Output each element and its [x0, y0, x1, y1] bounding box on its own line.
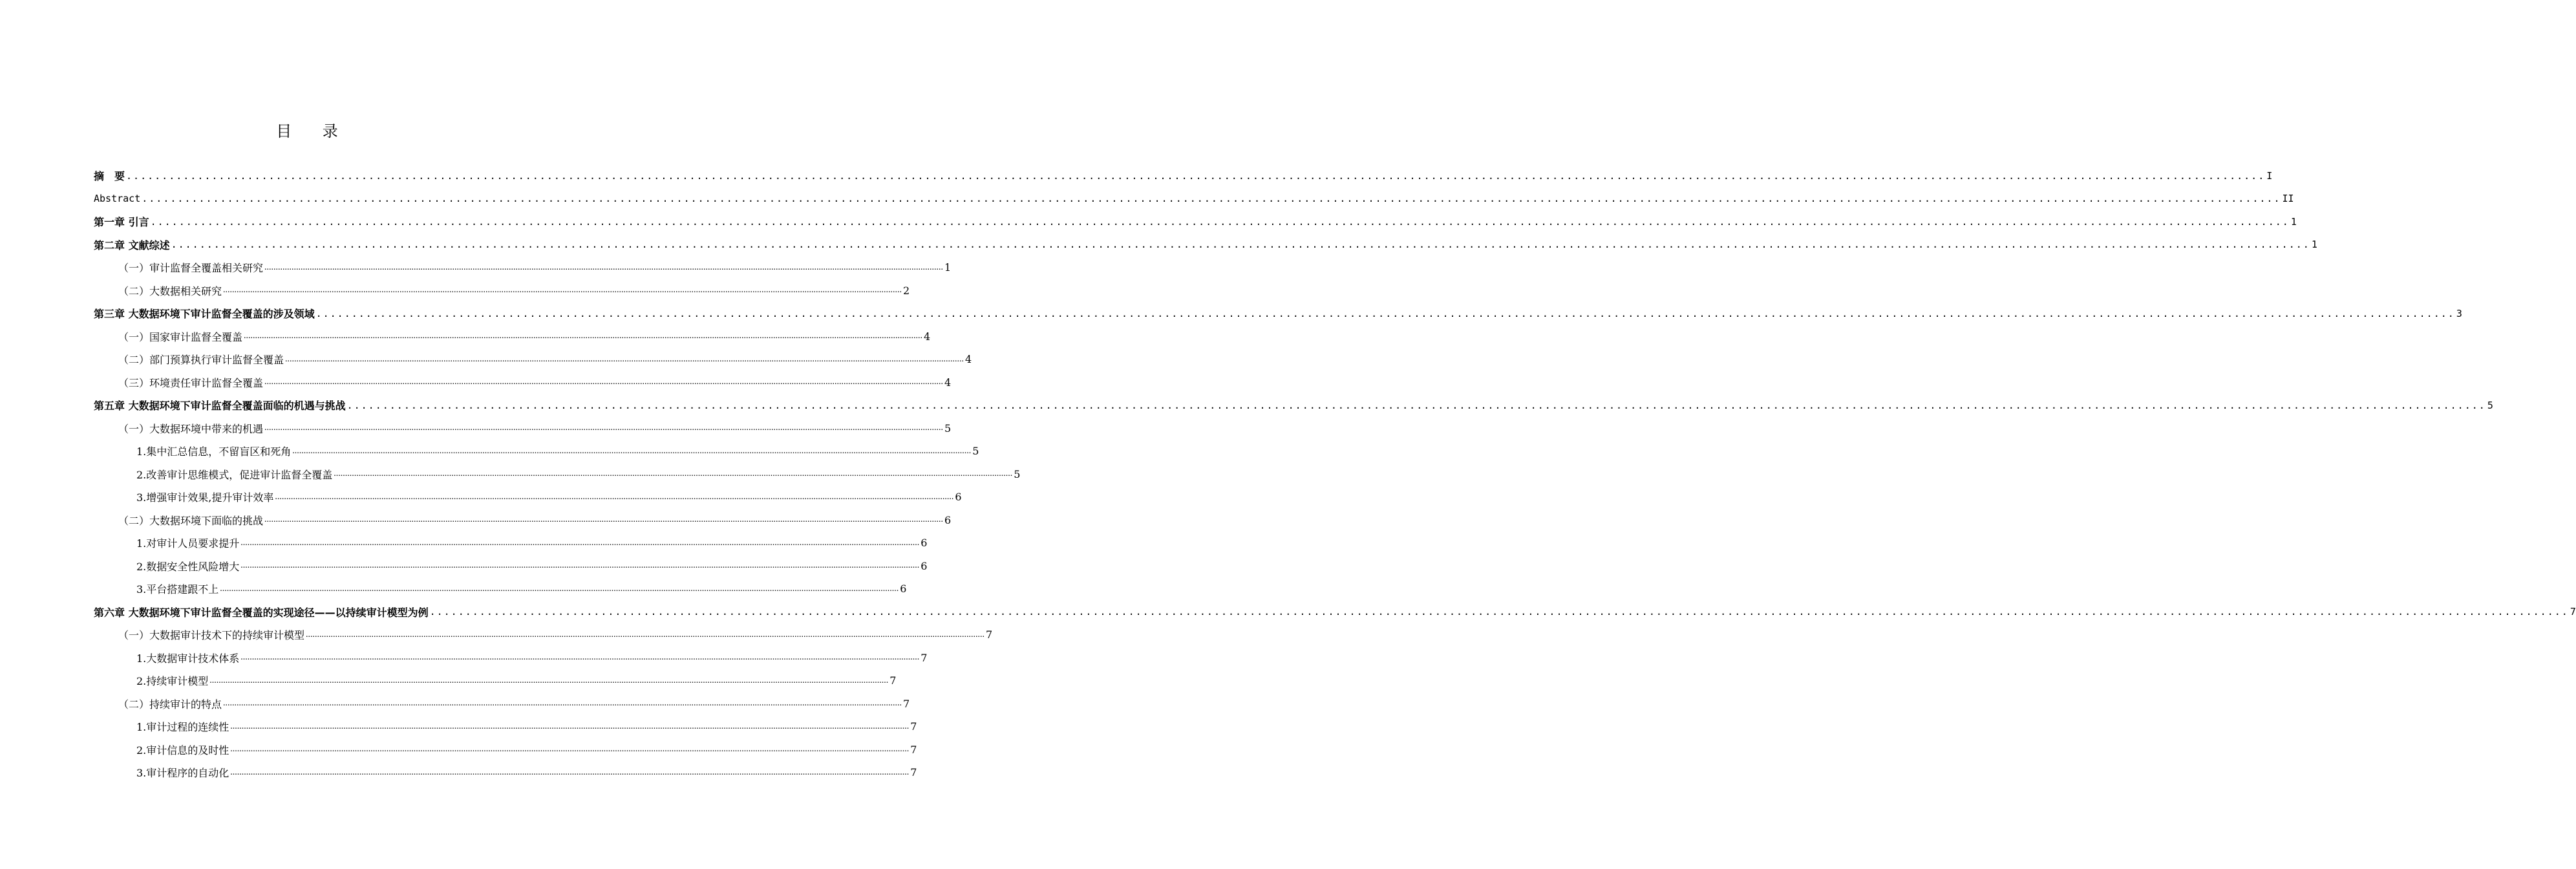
- toc-entry[interactable]: [94, 348, 972, 371]
- toc-page-number: 7: [903, 697, 910, 710]
- toc-page-number: 1: [2311, 239, 2317, 251]
- toc-page-number: 3: [2456, 307, 2462, 319]
- toc-entry-label: 3.审计程序的自动化: [136, 767, 229, 780]
- toc-entry-label: 摘 要: [94, 170, 125, 183]
- toc-entry[interactable]: [94, 577, 907, 601]
- toc-dot-leader: ............................................................................................................................................................................................................................................................................................................: [315, 307, 2455, 319]
- toc-dot-leader: ............................................................................................................................................................................................................................................................................................................: [209, 675, 889, 685]
- toc-dot-leader: ............................................................................................................................................................................................................................................................................................................: [230, 767, 910, 777]
- toc-entry[interactable]: [94, 164, 2273, 188]
- toc-dot-leader: ............................................................................................................................................................................................................................................................................................................: [240, 652, 920, 663]
- toc-entry[interactable]: [94, 210, 2297, 233]
- toc-page-number: 1: [2290, 215, 2297, 228]
- toc-entry-label: 第五章 大数据环境下审计监督全覆盖面临的机遇与挑战: [94, 400, 346, 413]
- toc-entry[interactable]: [94, 417, 952, 440]
- toc-dot-leader: ............................................................................................................................................................................................................................................................................................................: [292, 445, 972, 456]
- toc-page-number: 7: [986, 628, 993, 641]
- toc-dot-leader: ............................................................................................................................................................................................................................................................................................................: [244, 331, 923, 341]
- toc-page-number: 7: [910, 766, 917, 779]
- toc-entry-label: （二）部门预算执行审计监督全覆盖: [118, 354, 284, 367]
- toc-entry[interactable]: [94, 715, 917, 738]
- toc-page-number: 6: [921, 537, 928, 550]
- toc-entry-label: （一）审计监督全覆盖相关研究: [118, 262, 264, 275]
- toc-entry-label: （一）国家审计监督全覆盖: [118, 330, 243, 343]
- toc-entry-label: 1.对审计人员要求提升: [136, 537, 240, 550]
- toc-page-number: 5: [1014, 467, 1021, 480]
- toc-page-number: 4: [965, 353, 972, 366]
- toc-entry-label: 1.集中汇总信息，不留盲区和死角: [136, 445, 292, 458]
- toc-dot-leader: ............................................................................................................................................................................................................................................................................................................: [264, 515, 944, 525]
- toc-entry-label: 第三章 大数据环境下审计监督全覆盖的涉及领域: [94, 308, 315, 321]
- toc-entry-label: 2.审计信息的及时性: [136, 744, 229, 756]
- toc-entry[interactable]: [94, 463, 1021, 486]
- toc-dot-leader: ............................................................................................................................................................................................................................................................................................................: [264, 423, 944, 433]
- toc-dot-leader: ............................................................................................................................................................................................................................................................................................................: [264, 377, 944, 387]
- toc-page-number: 5: [2487, 399, 2493, 411]
- toc-entry-label: 第一章 引言: [94, 216, 149, 229]
- toc-entry-label: （一）大数据环境中带来的机遇: [118, 422, 264, 435]
- toc-entry-label: 2.改善审计思维模式，促进审计监督全覆盖: [136, 468, 333, 481]
- toc-entry-label: （二）持续审计的特点: [118, 698, 222, 711]
- toc-entry-label: 第二章 文献综述: [94, 239, 170, 252]
- toc-entry[interactable]: [94, 325, 931, 349]
- toc-entry[interactable]: [94, 486, 962, 509]
- toc-entry[interactable]: [94, 531, 928, 555]
- toc-entry-label: 2.数据安全性风险增大: [136, 560, 240, 573]
- toc-dot-leader: ............................................................................................................................................................................................................................................................................................................: [264, 262, 944, 272]
- toc-entry[interactable]: [94, 738, 917, 762]
- toc-entry[interactable]: [94, 692, 910, 716]
- toc-entry[interactable]: [94, 669, 897, 692]
- toc-page-number: 7: [910, 720, 917, 733]
- toc-page-number: 7: [2570, 606, 2576, 618]
- toc-dot-leader: ............................................................................................................................................................................................................................................................................................................: [126, 169, 2266, 182]
- toc-dot-leader: ............................................................................................................................................................................................................................................................................................................: [346, 399, 2486, 411]
- toc-dot-leader: ............................................................................................................................................................................................................................................................................................................: [150, 215, 2290, 228]
- toc-title: 目 录: [276, 122, 351, 140]
- toc-entry[interactable]: [94, 555, 928, 578]
- toc-entry[interactable]: [94, 761, 917, 784]
- toc-dot-leader: ............................................................................................................................................................................................................................................................................................................: [334, 469, 1013, 479]
- toc-page-number: 6: [944, 513, 952, 526]
- toc-page-number: 5: [972, 445, 979, 458]
- toc-entry-label: 1.审计过程的连续性: [136, 721, 229, 734]
- toc-entry-label: 2.持续审计模型: [136, 675, 209, 688]
- toc-page-number: 1: [944, 261, 952, 274]
- toc-dot-leader: ............................................................................................................................................................................................................................................................................................................: [171, 239, 2310, 251]
- toc-dot-leader: ............................................................................................................................................................................................................................................................................................................: [142, 193, 2281, 205]
- toc-entry[interactable]: [94, 302, 2462, 325]
- toc-dot-leader: ............................................................................................................................................................................................................................................................................................................: [275, 491, 954, 502]
- toc-page-number: 7: [910, 743, 917, 756]
- toc-entry[interactable]: [94, 394, 2493, 417]
- toc-entry-label: （二）大数据环境下面临的挑战: [118, 514, 264, 527]
- toc-dot-leader: ............................................................................................................................................................................................................................................................................................................: [223, 285, 902, 295]
- toc-dot-leader: ............................................................................................................................................................................................................................................................................................................: [429, 606, 2569, 618]
- table-of-contents: [94, 164, 2576, 784]
- toc-entry-label: （一）大数据审计技术下的持续审计模型: [118, 629, 305, 642]
- toc-entry[interactable]: [94, 601, 2576, 624]
- toc-entry[interactable]: [94, 509, 952, 532]
- toc-page-number: 7: [889, 674, 897, 687]
- toc-entry[interactable]: [94, 279, 910, 303]
- toc-dot-leader: ............................................................................................................................................................................................................................................................................................................: [306, 629, 985, 639]
- toc-entry-label: 3.增强审计效果,提升审计效率: [136, 491, 274, 504]
- toc-page-number: 2: [903, 284, 910, 297]
- toc-page-number: 4: [944, 376, 952, 389]
- toc-dot-leader: ............................................................................................................................................................................................................................................................................................................: [285, 354, 964, 364]
- toc-entry[interactable]: [94, 256, 952, 279]
- toc-entry-label: 3.平台搭建跟不上: [136, 583, 219, 596]
- toc-page-number: 6: [921, 559, 928, 572]
- toc-dot-leader: ............................................................................................................................................................................................................................................................................................................: [223, 698, 902, 709]
- toc-entry[interactable]: [94, 647, 928, 670]
- toc-page-number: 4: [924, 330, 931, 343]
- toc-dot-leader: ............................................................................................................................................................................................................................................................................................................: [220, 583, 899, 594]
- toc-entry-label: （二）大数据相关研究: [118, 284, 222, 297]
- toc-entry[interactable]: [94, 233, 2317, 257]
- toc-page-number: 7: [921, 651, 928, 664]
- toc-entry-label: 第六章 大数据环境下审计监督全覆盖的实现途径——以持续审计模型为例: [94, 606, 429, 619]
- toc-entry[interactable]: [94, 440, 979, 463]
- toc-entry-label: Abstract: [94, 193, 141, 205]
- toc-entry[interactable]: [94, 188, 2294, 211]
- toc-page-number: I: [2266, 169, 2273, 182]
- toc-page-number: 6: [955, 491, 962, 504]
- toc-entry-label: （三）环境责任审计监督全覆盖: [118, 376, 264, 389]
- toc-page-number: 6: [900, 583, 907, 595]
- toc-entry[interactable]: [94, 371, 952, 394]
- toc-dot-leader: ............................................................................................................................................................................................................................................................................................................: [240, 537, 920, 548]
- toc-dot-leader: ............................................................................................................................................................................................................................................................................................................: [230, 744, 910, 755]
- toc-page-number: II: [2282, 193, 2294, 205]
- toc-entry-label: 1.大数据审计技术体系: [136, 652, 240, 665]
- toc-entry[interactable]: [94, 623, 993, 647]
- toc-dot-leader: ............................................................................................................................................................................................................................................................................................................: [230, 721, 910, 731]
- toc-page-number: 5: [944, 422, 952, 434]
- toc-dot-leader: ............................................................................................................................................................................................................................................................................................................: [240, 561, 920, 571]
